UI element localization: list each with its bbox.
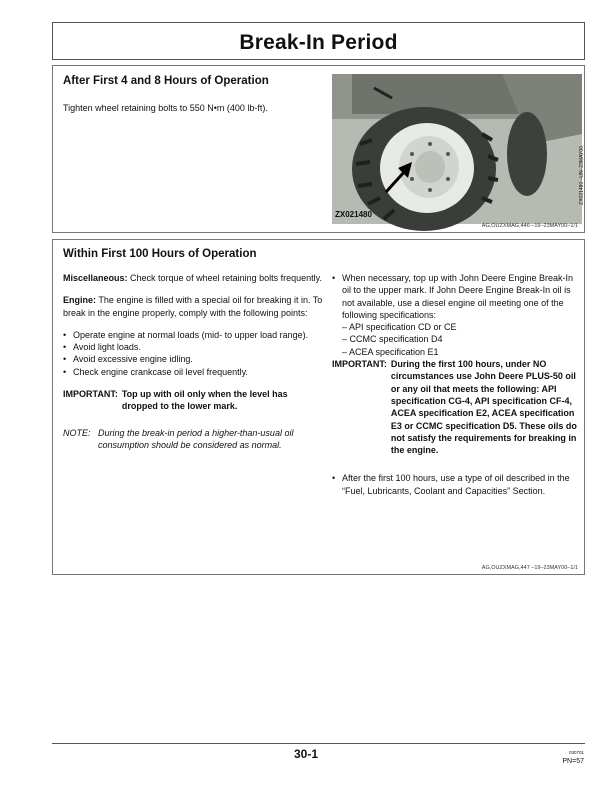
page-number: 30-1 bbox=[293, 747, 319, 761]
spec-list bbox=[332, 321, 580, 358]
engine-text: The engine is filled with a special oil for breaking it in. To break in the engine properly, comply with the following points: bbox=[63, 295, 323, 318]
misc-paragraph bbox=[63, 272, 323, 284]
spec-item: – API specification CD or CE bbox=[342, 322, 457, 333]
engine-label: Engine: bbox=[63, 295, 96, 306]
list-item: • Avoid light loads. bbox=[63, 341, 323, 353]
important-label: IMPORTANT: bbox=[63, 389, 118, 400]
photo-id: ZX021480 bbox=[335, 210, 372, 219]
footer-pn: PN=57 bbox=[562, 758, 584, 765]
after-100-list bbox=[332, 472, 580, 497]
section-first-hours bbox=[52, 65, 585, 233]
section1-ref: AG,OUZXMAG,446 –19–23MAY00–1/1 bbox=[481, 223, 578, 229]
list-item: • Operate engine at normal loads (mid- to upper load range). bbox=[63, 329, 323, 341]
misc-label: Miscellaneous: bbox=[63, 273, 128, 283]
section1-heading: After First 4 and 8 Hours of Operation bbox=[63, 75, 269, 87]
important-right bbox=[332, 358, 580, 456]
spec-item: – ACEA specification E1 bbox=[342, 346, 439, 357]
important-left bbox=[63, 388, 323, 413]
topup-list bbox=[332, 272, 580, 321]
important-label: IMPORTANT: bbox=[332, 359, 387, 370]
engine-paragraph bbox=[63, 294, 323, 319]
note bbox=[63, 427, 323, 452]
important-text: Top up with oil only when the level has dropped to the lower mark. bbox=[121, 389, 288, 412]
engine-points-list bbox=[63, 329, 323, 378]
page-title-box bbox=[52, 22, 585, 60]
pointer-arrow-icon bbox=[382, 156, 422, 196]
tractor-wheel-illustration bbox=[332, 74, 582, 224]
photo-side-label: ZX021480 –UN–23MAY00 bbox=[579, 146, 585, 205]
note-text: During the break-in period a higher-than-usual oil consumption should be considered as normal. bbox=[98, 427, 294, 450]
left-column bbox=[63, 272, 323, 451]
spec-item: – CCMC specification D4 bbox=[342, 334, 443, 345]
misc-text: Check torque of wheel retaining bolts frequently. bbox=[127, 273, 322, 283]
list-item: • Avoid excessive engine idling. bbox=[63, 353, 323, 365]
list-item: • Check engine crankcase oil level frequently. bbox=[63, 366, 323, 378]
section2-heading: Within First 100 Hours of Operation bbox=[63, 248, 257, 260]
section-first-100-hours bbox=[52, 239, 585, 575]
section2-ref: AG,OUZXMAG,447 –19–23MAY00–1/1 bbox=[481, 565, 578, 571]
wheel-photo bbox=[332, 74, 585, 224]
section1-body: Tighten wheel retaining bolts to 550 N•m (400 lb-ft). bbox=[63, 103, 268, 113]
footer-code: 030701 bbox=[568, 750, 584, 755]
important-text: During the first 100 hours, under NO circumstances use John Deere PLUS-50 oil or any oil that meets the following: API specification CG-4, API specification CF-4, ACEA specification E2, ACEA specification E3 or CCMC specification D5. These oils do not satisfy the requirements for breaking in the engine. bbox=[390, 359, 577, 456]
right-column bbox=[332, 272, 580, 507]
list-item: • After the first 100 hours, use a type of oil described in the “Fuel, Lubricants, Coolant and Capacities” Section. bbox=[332, 472, 580, 497]
list-item: • When necessary, top up with John Deere Engine Break-In oil to the upper mark. If John Deere Engine Break-In oil is not available, use a diesel engine oil meeting one of the following specifications: bbox=[332, 272, 580, 321]
page-title: Break-In Period bbox=[239, 31, 398, 54]
note-label: NOTE: bbox=[63, 427, 91, 438]
footer-divider bbox=[52, 743, 585, 744]
